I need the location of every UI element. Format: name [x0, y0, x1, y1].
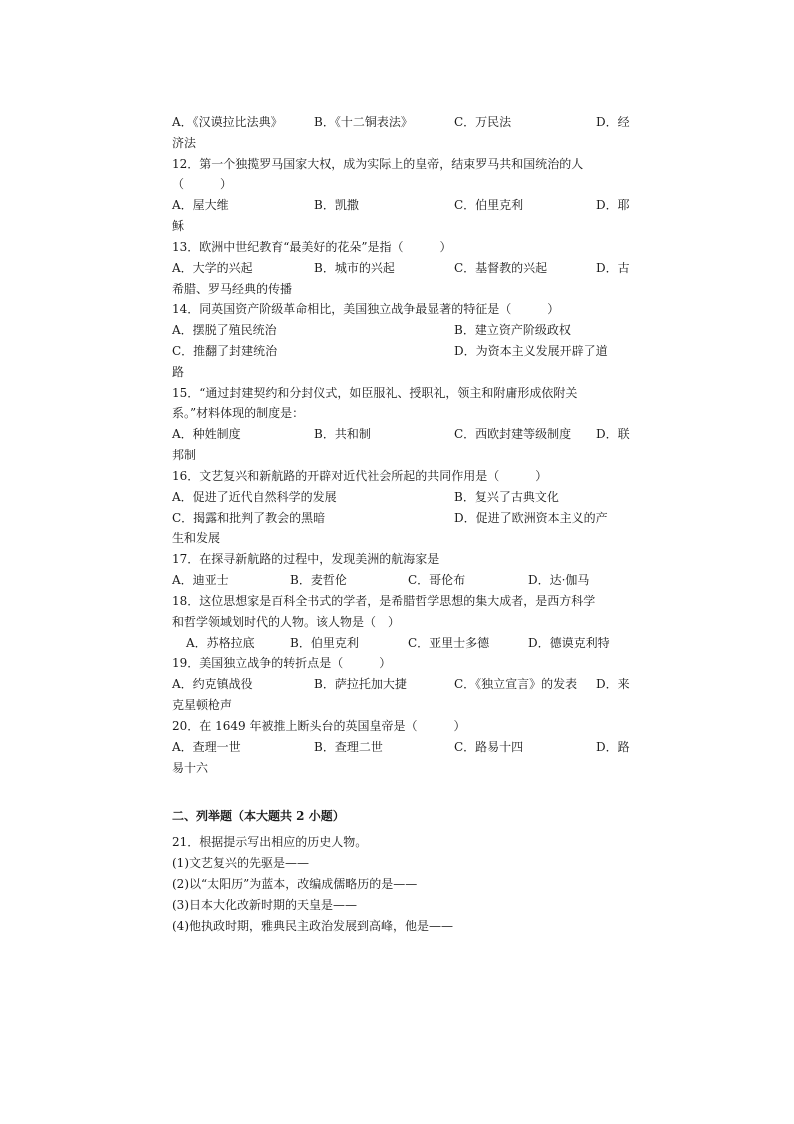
- q12-stem: 12．第一个独揽罗马国家大权，成为实际上的皇帝，结束罗马共和国统治的人: [172, 157, 584, 171]
- q19-option-d: D．来: [596, 677, 630, 691]
- q21-item-4: (4)他执政时期，雅典民主政治发展到高峰，他是——: [172, 919, 453, 933]
- q12-option-d-continued: 稣: [172, 219, 185, 233]
- q17-option-a: A．迪亚士: [172, 573, 229, 587]
- q21-stem: 21．根据提示写出相应的历史人物。: [172, 835, 368, 849]
- q18-stem-continued: 和哲学领域划时代的人物。该人物是（ ）: [172, 615, 401, 629]
- q13-option-d: D．古: [596, 261, 630, 275]
- q16-option-b: B．复兴了古典文化: [454, 490, 559, 504]
- q16-option-c: C．揭露和批判了教会的黑暗: [172, 511, 326, 525]
- q14-option-c: C．推翻了封建统治: [172, 344, 278, 358]
- section-2-title: 二、列举题（本大题共 2 小题）: [172, 809, 345, 823]
- q13-option-b: B．城市的兴起: [314, 261, 395, 275]
- q18-option-b: B．伯里克利: [290, 636, 359, 650]
- q21-item-3: (3)日本大化改新时期的天皇是——: [172, 898, 357, 912]
- q17-option-d: D．达·伽马: [528, 573, 590, 587]
- q18-option-d: D．德谟克利特: [528, 636, 610, 650]
- q19-option-a: A．约克镇战役: [172, 677, 253, 691]
- q12-option-d: D．耶: [596, 198, 630, 212]
- q12-option-b: B．凯撒: [314, 198, 359, 212]
- q13-stem: 13．欧洲中世纪教育“最美好的花朵”是指（ ）: [172, 240, 452, 254]
- q15-option-d-continued: 邦制: [172, 448, 197, 462]
- q16-option-a: A．促进了近代自然科学的发展: [172, 490, 337, 504]
- q16-stem: 16．文艺复兴和新航路的开辟对近代社会所起的共同作用是（ ）: [172, 469, 548, 483]
- q19-option-b: B．萨拉托加大捷: [314, 677, 407, 691]
- q13-option-a: A．大学的兴起: [172, 261, 253, 275]
- q11-option-a: A．《汉谟拉比法典》: [172, 115, 283, 129]
- q12-answer-paren: （ ）: [172, 177, 233, 191]
- q17-option-c: C．哥伦布: [408, 573, 466, 587]
- q20-option-a: A．查理一世: [172, 740, 241, 754]
- q21-item-2: (2)以“太阳历”为蓝本，改编成儒略历的是——: [172, 877, 418, 891]
- q12-option-c: C．伯里克利: [454, 198, 524, 212]
- q20-option-b: B．查理二世: [314, 740, 383, 754]
- q20-option-c: C．路易十四: [454, 740, 524, 754]
- q16-option-d-continued: 生和发展: [172, 531, 221, 545]
- q13-option-d-continued: 希腊、罗马经典的传播: [172, 282, 293, 296]
- q14-option-b: B．建立资产阶级政权: [454, 323, 571, 337]
- q15-stem-continued: 系。”材料体现的制度是：: [172, 406, 305, 420]
- q20-option-d: D．路: [596, 740, 630, 754]
- q15-option-b: B．共和制: [314, 427, 371, 441]
- q14-option-d-continued: 路: [172, 365, 185, 379]
- q17-option-b: B．麦哲伦: [290, 573, 347, 587]
- q21-item-1: (1)文艺复兴的先驱是——: [172, 856, 309, 870]
- q19-option-d-continued: 克星顿枪声: [172, 698, 233, 712]
- q13-option-c: C．基督教的兴起: [454, 261, 548, 275]
- q11-option-d-continued: 济法: [172, 136, 197, 150]
- q17-stem: 17．在探寻新航路的过程中，发现美洲的航海家是: [172, 552, 440, 566]
- q14-stem: 14．同英国资产阶级革命相比，美国独立战争最显著的特征是（ ）: [172, 302, 560, 316]
- q15-option-c: C．西欧封建等级制度: [454, 427, 572, 441]
- q20-stem: 20．在 1649 年被推上断头台的英国皇帝是（ ）: [172, 719, 466, 733]
- q11-option-d: D．经: [596, 115, 630, 129]
- q20-option-d-continued: 易十六: [172, 761, 209, 775]
- q14-option-d: D．为资本主义发展开辟了道: [454, 344, 608, 358]
- q11-option-c: C．万民法: [454, 115, 512, 129]
- q15-stem: 15．“通过封建契约和分封仪式，如臣服礼、授职礼，领主和附庸形成依附关: [172, 386, 578, 400]
- q18-option-c: C．亚里士多德: [408, 636, 490, 650]
- q19-option-c: C．《独立宣言》的发表: [454, 677, 578, 691]
- q16-option-d: D．促进了欧洲资本主义的产: [454, 511, 608, 525]
- q18-stem: 18．这位思想家是百科全书式的学者，是希腊哲学思想的集大成者，是西方科学: [172, 594, 596, 608]
- q11-option-b: B．《十二铜表法》: [314, 115, 413, 129]
- q15-option-d: D．联: [596, 427, 630, 441]
- q19-stem: 19．美国独立战争的转折点是（ ）: [172, 656, 392, 670]
- q15-option-a: A．种姓制度: [172, 427, 241, 441]
- q14-option-a: A．摆脱了殖民统治: [172, 323, 277, 337]
- q18-option-a: A．苏格拉底: [186, 636, 255, 650]
- q12-option-a: A．屋大维: [172, 198, 229, 212]
